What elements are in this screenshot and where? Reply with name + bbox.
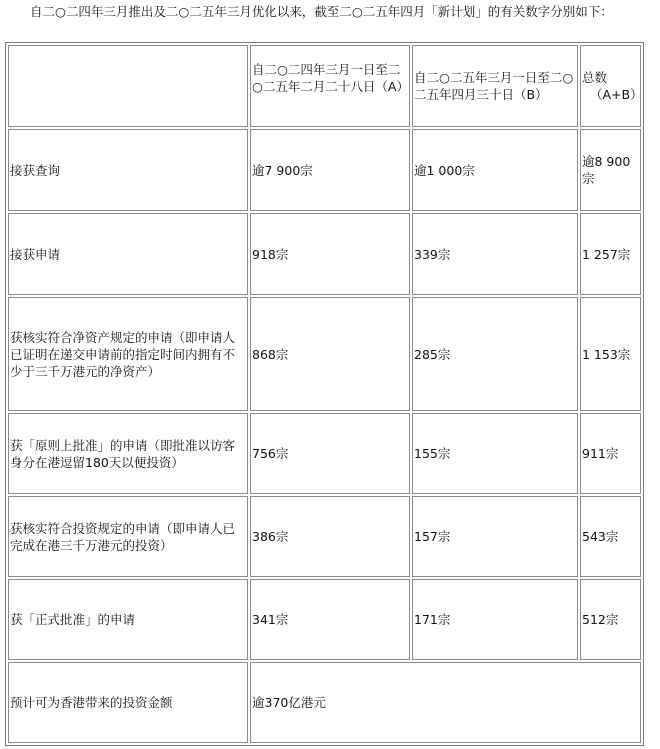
header-total-formula: （A+B） xyxy=(590,87,643,102)
row-value-a: 逾7 900宗 xyxy=(250,129,410,211)
row-label: 获核实符合净资产规定的申请（即申请人已证明在递交申请前的指定时间内拥有不少于三千万港元的净资产） xyxy=(8,297,248,411)
table-footer-row xyxy=(8,662,641,743)
row-value-total: 1 153宗 xyxy=(580,297,641,411)
table-row xyxy=(8,413,641,494)
row-value-a: 341宗 xyxy=(250,579,410,660)
row-value-b: 逾1 000宗 xyxy=(412,129,578,211)
row-value-b: 285宗 xyxy=(412,297,578,411)
row-label: 接获查询 xyxy=(8,129,248,211)
header-label-cell xyxy=(8,45,248,127)
footer-label: 预计可为香港带来的投资金额 xyxy=(8,662,248,743)
row-value-total: 1 257宗 xyxy=(580,213,641,295)
row-value-a: 756宗 xyxy=(250,413,410,494)
row-value-total: 911宗 xyxy=(580,413,641,494)
header-period-a xyxy=(250,45,410,127)
table-row xyxy=(8,213,641,295)
table-row xyxy=(8,297,641,411)
table-row xyxy=(8,129,641,211)
header-period-b: 自二○二五年三月一日至二○二五年四月三十日（B） xyxy=(412,45,578,127)
row-value-b: 339宗 xyxy=(412,213,578,295)
header-total xyxy=(580,45,641,127)
row-label: 获「正式批准」的申请 xyxy=(8,579,248,660)
row-value-total: 543宗 xyxy=(580,496,641,577)
row-value-b: 171宗 xyxy=(412,579,578,660)
row-value-total: 512宗 xyxy=(580,579,641,660)
row-value-a: 918宗 xyxy=(250,213,410,295)
row-label: 接获申请 xyxy=(8,213,248,295)
table-row xyxy=(8,579,641,660)
row-label: 获「原则上批准」的申请（即批准以访客身分在港逗留180天以便投资） xyxy=(8,413,248,494)
statistics-table xyxy=(5,42,644,746)
footer-investment-value: 逾370亿港元 xyxy=(250,662,641,743)
header-total-title: 总数 xyxy=(582,70,608,85)
row-value-b: 155宗 xyxy=(412,413,578,494)
table-header-row xyxy=(8,45,641,127)
header-period-a-text: 自二○二四年三月一日至二○二五年二月二十八日（A） xyxy=(252,62,409,94)
row-value-a: 868宗 xyxy=(250,297,410,411)
row-value-total: 逾8 900宗 xyxy=(580,129,641,211)
intro-text: 自二○二四年三月推出及二○二五年三月优化以来，截至二○二五年四月「新计划」的有关数字分别如下： xyxy=(30,4,613,19)
table-row xyxy=(8,496,641,577)
row-value-b: 157宗 xyxy=(412,496,578,577)
row-value-a: 386宗 xyxy=(250,496,410,577)
row-label: 获核实符合投资规定的申请（即申请人已完成在港三千万港元的投资） xyxy=(8,496,248,577)
